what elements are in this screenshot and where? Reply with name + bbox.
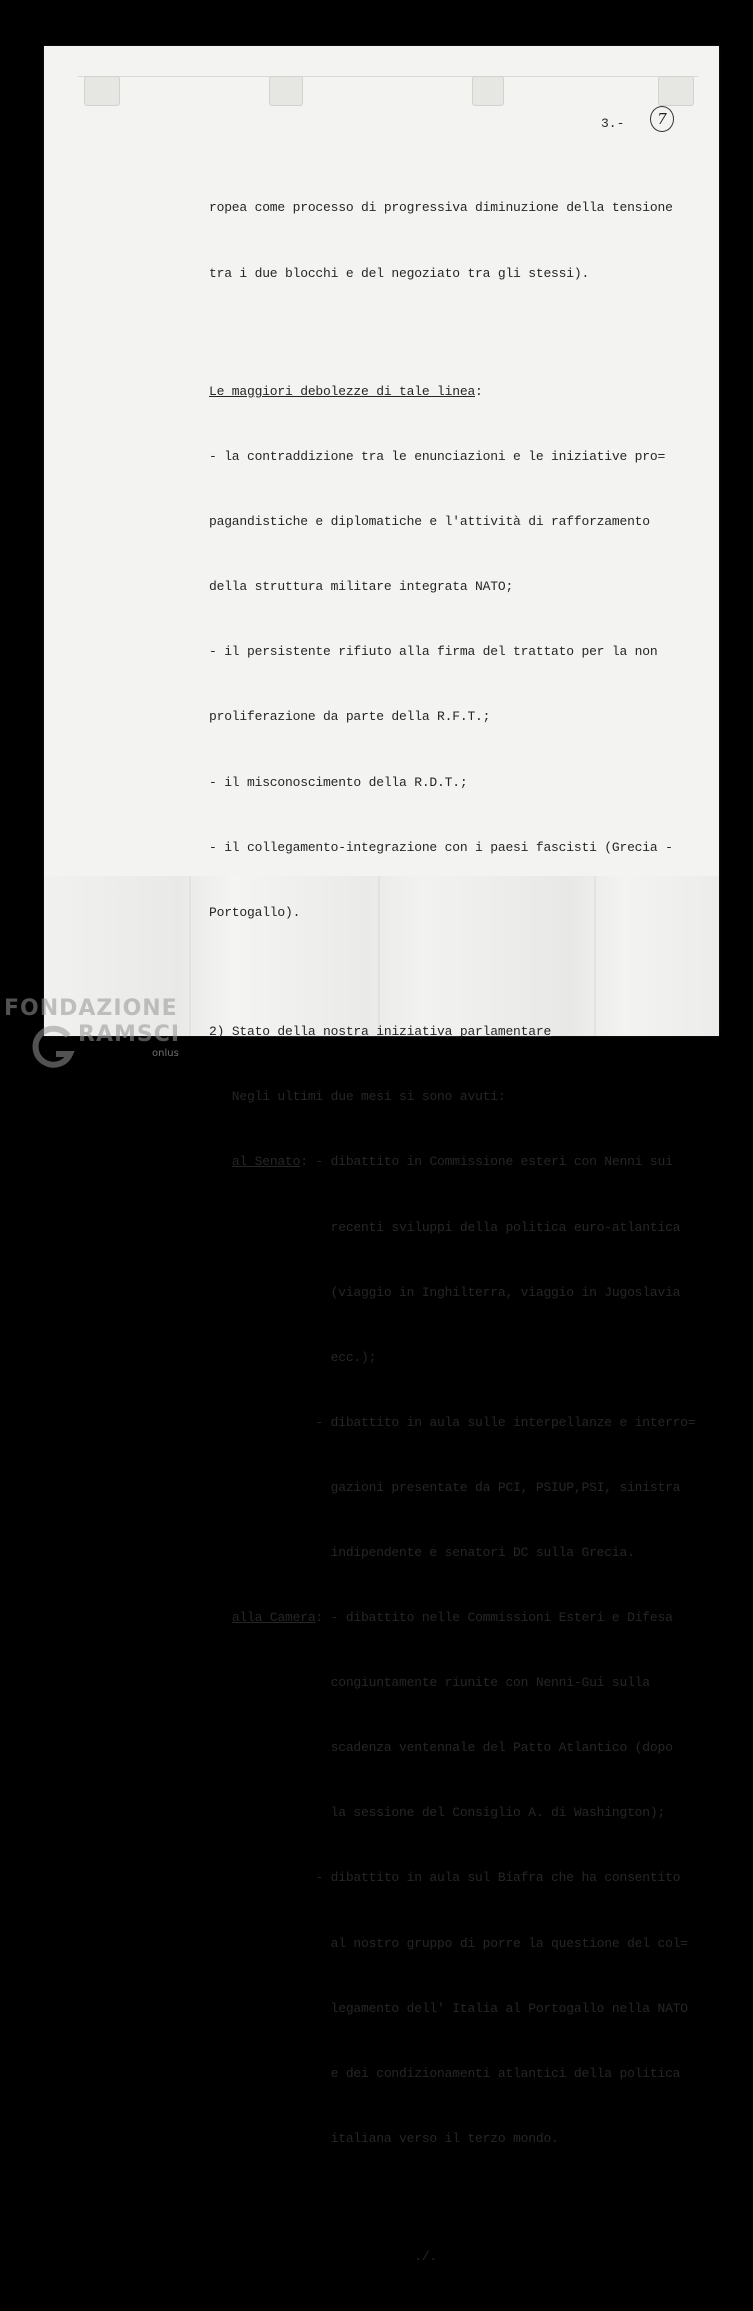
- text-line: proliferazione da parte della R.F.T.;: [209, 709, 491, 725]
- underlined-phrase: al Senato: [231, 1154, 301, 1170]
- text-line: italiana verso il terzo mondo.: [209, 2130, 559, 2146]
- text-line: congiuntamente riunite con Nenni-Gui sulla: [209, 1675, 650, 1691]
- typed-text-body: [209, 154, 696, 2311]
- text-line: pagandistiche e diplomatiche e l'attività di rafforzamento: [209, 514, 650, 530]
- logo-suffix-onlus: onlus: [152, 1048, 179, 1059]
- text-line: della struttura militare integrata NATO;: [209, 579, 514, 595]
- logo-word-fondazione: FONDAZIONE: [4, 996, 178, 1021]
- binder-strip: [78, 76, 698, 91]
- text-line: recenti sviluppi della politica euro-atlantica: [209, 1219, 681, 1235]
- text-line: e dei condizionamenti atlantici della politica: [209, 2065, 681, 2081]
- gramsci-g-icon: [30, 1024, 76, 1070]
- text-line: ropea come processo di progressiva diminuzione della tensione: [209, 200, 673, 216]
- binder-clip: [472, 76, 504, 106]
- underlined-phrase: Stato della nostra iniziativa parlamentare: [231, 1024, 552, 1040]
- text-line-heading: Le maggiori debolezze di tale linea:: [209, 384, 483, 399]
- logo-word-gramsci: RAMSCI: [78, 1022, 181, 1047]
- fondazione-gramsci-watermark: [4, 996, 194, 1076]
- text-line: tra i due blocchi e del negoziato tra gli stessi).: [209, 265, 590, 281]
- text-line: - il persistente rifiuto alla firma del trattato per la non: [209, 644, 658, 660]
- underlined-phrase: alla Camera: [231, 1610, 316, 1626]
- text-line: - il misconoscimento della R.D.T.;: [209, 774, 468, 790]
- text-line: alla Camera: - dibattito nelle Commissioni Esteri e Difesa: [231, 1610, 673, 1626]
- text-line: - la contraddizione tra le enunciazioni e le iniziative pro=: [209, 449, 666, 465]
- page-number: 3.-: [601, 116, 625, 131]
- text-line: al nostro gruppo di porre la questione del col=: [209, 1935, 688, 1951]
- text-line: - il collegamento-integrazione con i paesi fascisti (Grecia -: [209, 839, 673, 855]
- text-line: legamento dell' Italia al Portogallo nella NATO: [209, 2000, 688, 2016]
- text-line: ecc.);: [209, 1349, 377, 1365]
- binder-clip: [84, 76, 120, 106]
- continuation-mark: ./.: [209, 2249, 438, 2265]
- text-line: gazioni presentate da PCI, PSIUP,PSI, sinistra: [209, 1479, 681, 1495]
- text-line: (viaggio in Inghilterra, viaggio in Jugoslavia: [209, 1284, 681, 1300]
- text-line: scadenza ventennale del Patto Atlantico (dopo: [209, 1740, 673, 1756]
- binder-clip: [269, 76, 303, 106]
- binder-clip: [658, 76, 694, 106]
- text-line: - dibattito in aula sulle interpellanze e interro=: [209, 1414, 696, 1430]
- text-line: Portogallo).: [209, 904, 301, 920]
- text-line: indipendente e senatori DC sulla Grecia.: [209, 1545, 635, 1560]
- text-line: Negli ultimi due mesi si sono avuti:: [209, 1089, 506, 1105]
- text-line-section: 2) Stato della nostra iniziativa parlamentare: [209, 1024, 552, 1040]
- text-line: - dibattito in aula sul Biafra che ha consentito: [209, 1870, 681, 1886]
- underlined-phrase: Le maggiori debolezze di tale linea: [209, 384, 476, 399]
- circled-page-number: 7: [650, 106, 674, 132]
- text-line: al Senato: - dibattito in Commissione esteri con Nenni sui: [231, 1154, 673, 1170]
- text-line: la sessione del Consiglio A. di Washington);: [209, 1805, 666, 1821]
